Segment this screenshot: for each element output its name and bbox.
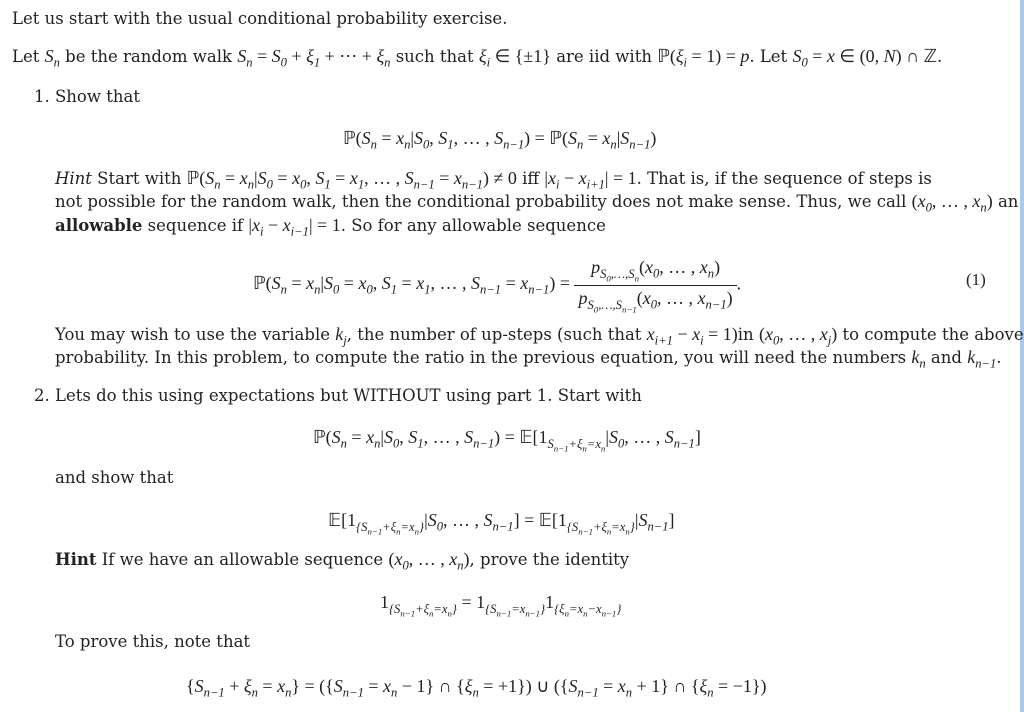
item1-main-equation: $ℙ(S_n = x_n|S_0$, $S_1$, … , $S_{n-1}$) = $ℙ(S_n = x_n|S_{n-1})$ [343, 128, 657, 152]
hint-step-condition: $|x_i - x_{i+1}| = 1$ [544, 168, 637, 192]
setup-line: Let $S_n$ be the random walk $S_n = S_0 + \xi_1$ + ⋯ + $\xi_n$ such that $\xi_i$ ∈ {±1} are iid with $ℙ(\xi_i = 1) = p$. Let $S_0 = x$ ∈ (0, N) ∩ ℤ. [12, 46, 943, 70]
tip-upstep-condition: $x_{i+1} - x_i = 1$) [646, 324, 738, 348]
start-position: $S_0 = x$ ∈ (0, N) ∩ ℤ [792, 46, 937, 70]
right-accent-bar [1020, 0, 1024, 712]
item2-lead: 2. Lets do this using expectations but WITHOUT using part 1. Start with [34, 386, 642, 405]
step-probability: $ℙ(\xi_i = 1) = p$ [657, 46, 750, 70]
allowable-condition: $|x_i - x_{i-1}| = 1$ [248, 215, 341, 239]
intro-text: Let us start with the usual conditional probability exercise. [12, 9, 508, 28]
xi-condition: $\xi_i$ ∈ {±1} [478, 46, 551, 70]
item2-hint: Hint If we have an allowable sequence ($x_0$, … , $x_n$), prove the identity [55, 549, 630, 573]
item1-lead: 1. Show that [34, 87, 140, 106]
item2-prove: To prove this, note that [55, 632, 251, 651]
walk-definition: $S_n = S_0 + \xi_1$ + ⋯ + $\xi_n$ [237, 46, 391, 70]
item2-identity-equation: $1_{\{S_{n-1}+\xi_n=x_n\}} = 1_{\{S_{n-1}=x_{n-1}\}}1_{\{\xi_n=x_n-x_{n-1}\}}$ [380, 592, 622, 619]
item2-show-equation: $𝔼[1_{\{S_{n-1}+\xi_n=x_n\}}|S_0$, … , $S_{n-1}$] = $𝔼[1_{\{S_{n-1}+\xi_n=x_n\}}|S_{n-1}]$ [328, 510, 675, 537]
tip-variable-kj: $k_j$ [335, 324, 347, 348]
hint-label-2: Hint [55, 550, 97, 569]
item2-start-equation: $ℙ(S_n = x_n|S_0$, $S_1$, … , $S_{n-1}$) = $𝔼[1_{S_{n-1}+\xi_n=x_n}|S_0$, … , $S_{n-1}$] [313, 427, 701, 454]
equation-1-number: (1) [966, 270, 986, 289]
item1-hint-line1: Hint Start with $ℙ(S_n = x_n|S_0 = x_0$, $S_1 = x_1$, … , $S_{n-1} = x_{n-1}) \ne 0$ iff $|x_i - x_{i+1}| = 1$. That is, if the sequence of steps is [55, 168, 932, 192]
item1-hint-line3: allowable sequence if $|x_i - x_{i-1}| = 1$. So for any allowable sequence [55, 215, 606, 239]
item2-final-equation: $\{S_{n-1} + \xi_n = x_n\} = (\{S_{n-1} = x_n - 1\}$ ∩ $\{\xi_n = +1\}$) ∪ ($\{S_{n-1} = x_n + 1\}$ ∩ $\{\xi_n = -1\}$) [186, 676, 767, 700]
item1-tip-line1: You may wish to use the variable $k_j$, the number of up-steps (such that $x_{i+1} - x_i = 1)in$ ($x_0$, … , $x_j$) to compute the above [55, 324, 1024, 348]
item2-show: and show that [55, 468, 174, 487]
hint-label: Hint [55, 169, 92, 188]
tip-kn-1: $k_{n-1}$ [967, 347, 997, 371]
allowable-term: allowable [55, 216, 143, 235]
item1-hint-line2: not possible for the random walk, then the conditional probability does not make sense. Thus, we call ($x_0$, … , $x_n$) an [55, 191, 1019, 215]
hint-conditional-probability: $ℙ(S_n = x_n|S_0 = x_0$, $S_1 = x_1$, … , $S_{n-1} = x_{n-1}) \ne 0$ [186, 168, 517, 192]
equation-1: $ℙ(S_n = x_n|S_0 = x_0$, $S_1 = x_1$, … , $S_{n-1} = x_{n-1}$) = $\frac{p_{S_0,\dots,S_n}(x_0, \dots , x_n)}{p_{S_0,\dots,S_{n-1}}(x_0, \dots , x_{n-1})}$ . [253, 257, 742, 315]
tip-sequence: ($x_0$, … , $x_j$) [758, 324, 838, 348]
item2-hint-sequence: ($x_0$, … , $x_n$) [388, 549, 470, 573]
equation-1-denominator: $p_{S_0,\dots,S_{n-1}}(x_0$, … , $x_{n-1}$) [574, 285, 736, 314]
walk-symbol: $S_n$ [44, 46, 60, 70]
tip-kn: $k_n$ [911, 347, 926, 371]
equation-1-fraction [574, 257, 736, 314]
equation-1-numerator: $p_{S_0,\dots,S_n}(x_0$, … , $x_n$) [591, 257, 721, 284]
item1-tip-line2: probability. In this problem, to compute the ratio in the previous equation, you will need the numbers $k_n$ and $k_{n-1}$. [55, 347, 1002, 371]
hint-sequence: ($x_0$, … , $x_n$) [911, 191, 993, 215]
